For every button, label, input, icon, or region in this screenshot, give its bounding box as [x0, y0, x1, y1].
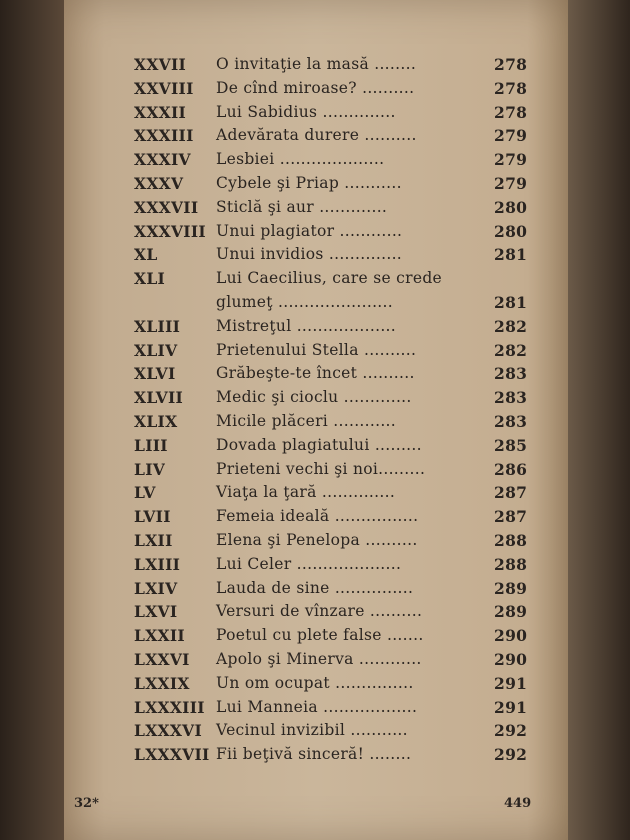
entry-number: LXXIX: [134, 673, 190, 693]
entry-number: XXXIII: [134, 126, 194, 146]
page-number: 449: [504, 796, 532, 811]
entry-page: 282: [494, 316, 528, 336]
entry-number: XL: [134, 245, 158, 265]
entry-number: XXXVII: [134, 197, 199, 217]
entry-title: Medic şi cioclu .............: [216, 388, 412, 407]
entry-number: XXXV: [134, 174, 184, 193]
entry-title: Dovada plagiatului .........: [216, 435, 422, 454]
entry-page: 283: [494, 412, 528, 431]
entry-title: Un om ocupat ...............: [216, 673, 414, 692]
entry-page: 279: [494, 150, 528, 170]
entry-page: 281: [494, 245, 528, 265]
entry-page: 287: [494, 483, 528, 503]
entry-page: 278: [494, 78, 528, 98]
entry-title: glumeţ ......................: [216, 293, 393, 311]
entry-number: XXXIV: [134, 150, 191, 170]
table-of-contents: [64, 0, 568, 840]
entry-page: 282: [494, 340, 528, 360]
entry-page: 285: [494, 435, 528, 455]
entry-title: Vecinul invizibil ...........: [216, 721, 408, 740]
entry-title: Lui Manneia ..................: [216, 697, 418, 716]
entry-title: Unui plagiator ............: [216, 221, 403, 240]
entry-title: Fii beţivă sinceră! ........: [216, 745, 412, 764]
entry-page: 283: [494, 388, 528, 408]
entry-page: 278: [494, 55, 528, 74]
entry-title: Viaţa la ţară ..............: [216, 483, 396, 502]
entry-page: 287: [494, 507, 528, 527]
entry-page: 281: [494, 293, 528, 312]
entry-title: Cybele şi Priap ...........: [216, 174, 402, 192]
entry-title: Lui Caecilius, care se crede: [216, 269, 443, 288]
book-edge-shadow: [568, 0, 630, 840]
entry-title: O invitaţie la masă ........: [216, 55, 417, 73]
entry-page: 283: [494, 364, 528, 384]
entry-page: 279: [494, 174, 528, 193]
entry-page: 292: [494, 721, 528, 741]
entry-title: Lesbiei ....................: [216, 150, 385, 169]
entry-title: Elena şi Penelopa ..........: [216, 531, 418, 549]
entry-title: De cînd miroase? ..........: [216, 78, 415, 97]
entry-number: XLIII: [134, 316, 181, 336]
entry-title: Sticlă şi aur .............: [216, 197, 388, 216]
entry-page: 291: [494, 673, 528, 693]
entry-title: Grăbeşte-te încet ..........: [216, 364, 415, 383]
entry-page: 289: [494, 602, 528, 622]
entry-page: 288: [494, 554, 528, 574]
entry-number: LXIII: [134, 554, 181, 574]
entry-title: Mistreţul ...................: [216, 316, 397, 335]
entry-number: XLVII: [134, 388, 184, 408]
entry-title: Femeia ideală ................: [216, 507, 419, 526]
entry-title: Versuri de vînzare ..........: [216, 602, 423, 621]
entry-number: LXIV: [134, 578, 178, 598]
entry-number: LIV: [134, 459, 166, 479]
entry-number: LXXII: [134, 626, 185, 646]
entry-number: XLI: [134, 269, 166, 289]
entry-page: 288: [494, 531, 528, 550]
entry-number: XXXII: [134, 102, 187, 122]
entry-number: XXVII: [134, 55, 187, 74]
entry-title: Lui Celer ....................: [216, 554, 402, 573]
entry-page: 290: [494, 650, 528, 669]
entry-title: Unui invidios ..............: [216, 245, 403, 264]
entry-number: XLVI: [134, 364, 176, 384]
entry-title: Lauda de sine ...............: [216, 578, 414, 597]
entry-title: Adevărata durere ..........: [216, 126, 417, 145]
entry-page: 278: [494, 102, 528, 122]
entry-title: Prieteni vechi şi noi.........: [216, 459, 426, 478]
entry-number: XXXVIII: [134, 221, 206, 241]
entry-number: LXXXIII: [134, 697, 205, 717]
entry-title: Micile plăceri ............: [216, 412, 397, 430]
entry-page: 279: [494, 126, 528, 146]
entry-page: 292: [494, 745, 528, 765]
entry-page: 291: [494, 697, 528, 717]
entry-number: LVII: [134, 507, 171, 527]
entry-page: 289: [494, 578, 528, 598]
entry-number: LXII: [134, 531, 173, 550]
entry-number: XLIV: [134, 340, 178, 360]
book-page: [64, 0, 568, 840]
entry-number: LV: [134, 483, 156, 503]
entry-number: LXXVI: [134, 650, 190, 669]
entry-title: Apolo şi Minerva ............: [216, 650, 422, 668]
entry-page: 280: [494, 221, 528, 241]
entry-number: LXVI: [134, 602, 178, 622]
entry-title: Poetul cu plete false .......: [216, 626, 424, 645]
entry-number: LIII: [134, 435, 168, 455]
signature-mark: 32*: [74, 796, 99, 811]
entry-page: 286: [494, 459, 528, 479]
book-spine-shadow: [0, 0, 64, 840]
entry-page: 290: [494, 626, 528, 646]
entry-number: XLIX: [134, 412, 178, 431]
entry-title: Lui Sabidius ..............: [216, 102, 396, 121]
entry-number: LXXXVII: [134, 745, 210, 765]
entry-number: LXXXVI: [134, 721, 203, 741]
entry-title: Prietenului Stella ..........: [216, 340, 417, 359]
entry-page: 280: [494, 197, 528, 217]
entry-number: XXVIII: [134, 78, 194, 98]
